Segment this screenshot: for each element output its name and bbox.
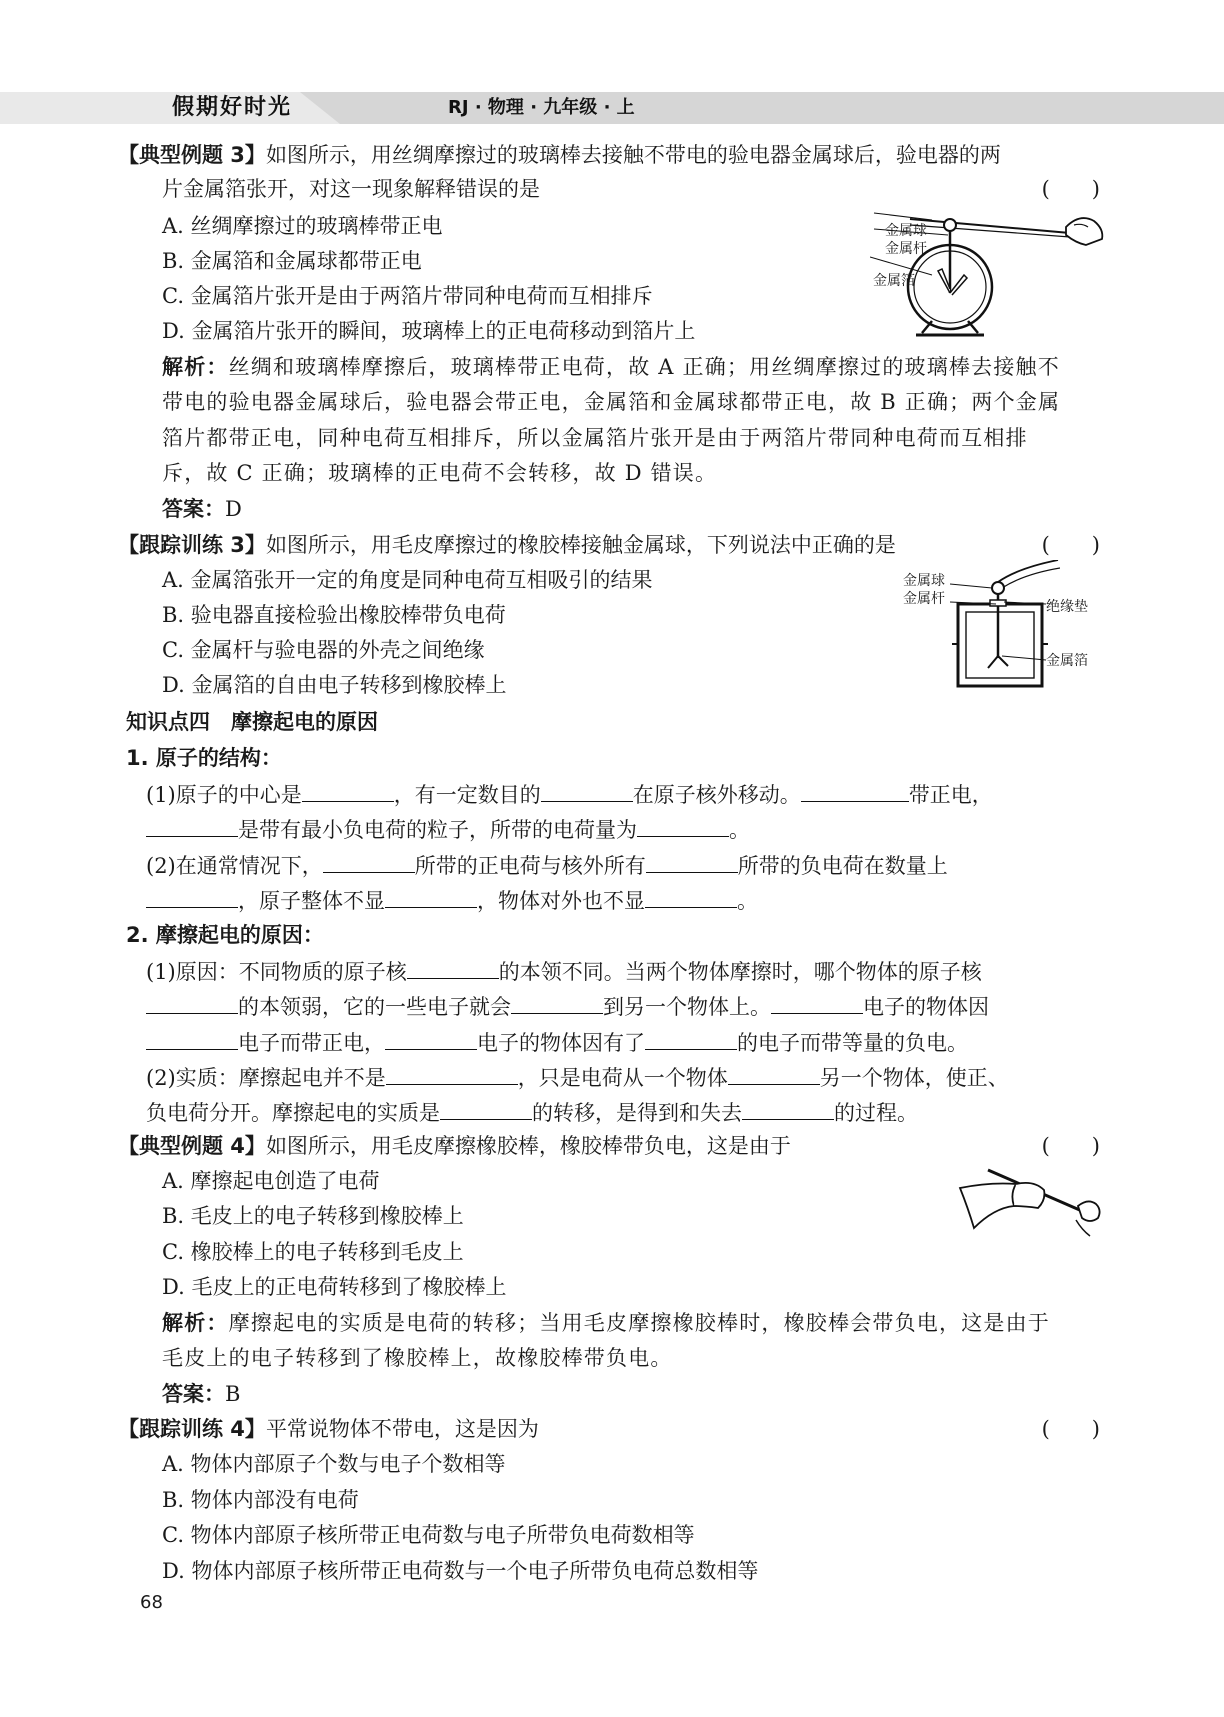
tr3-fig-label-rod: 金属杆 [903, 591, 945, 607]
tr3-option-a: A. 金属箔张开一定的角度是同种电荷互相吸引的结果 [162, 568, 653, 592]
ex4-option-b: B. 毛皮上的电子转移到橡胶棒上 [162, 1204, 464, 1228]
ex3-tag: 【典型例题 3】 [118, 143, 266, 167]
ex3-answer: 答案：D [162, 497, 242, 521]
tr3-option-b: B. 验电器直接检验出橡胶棒带负电荷 [162, 603, 506, 627]
tr3-answer-paren: ( ) [1041, 533, 1100, 557]
ex4-option-a: A. 摩擦起电创造了电荷 [162, 1169, 380, 1193]
ex3-fig-label-foil: 金属箔 [873, 273, 915, 289]
tr3-fig-label-ball: 金属球 [903, 573, 945, 589]
ex4-answer: 答案：B [162, 1382, 241, 1406]
kp4-s2b: 的本领弱，它的一些电子就会 到另一个物体上。 电子的物体因 [146, 991, 989, 1021]
ex3-question-line2: 片金属箔张开，对这一现象解释错误的是 [162, 177, 540, 201]
ex3-answer-paren: ( ) [1041, 177, 1100, 201]
ex4-option-c: C. 橡胶棒上的电子转移到毛皮上 [162, 1240, 464, 1264]
kp4-s2c: 电子而带正电， 电子的物体因有了 的电子而带等量的负电。 [146, 1027, 968, 1057]
kp4-s2d: (2)实质：摩擦起电并不是 ，只是电荷从一个物体 另一个物体，使正、 [146, 1062, 1009, 1092]
tr3-fig-label-foil: 金属箔 [1046, 653, 1088, 669]
tr3-option-d: D. 金属箔的自由电子转移到橡胶棒上 [162, 673, 507, 697]
ex3-fig-label-rod: 金属杆 [885, 241, 927, 257]
kp4-s1c: (2)在通常情况下， 所带的正电荷与核外所有 所带的负电荷在数量上 [146, 850, 948, 880]
ex4-analysis-line1: 解析：摩擦起电的实质是电荷的转移；当用毛皮摩擦橡胶棒时，橡胶棒会带负电，这是由于 [162, 1311, 1051, 1335]
kp4-s2e: 负电荷分开。摩擦起电的实质是 的转移，是得到和失去 的过程。 [146, 1097, 918, 1127]
kp4-s1a: (1)原子的中心是 ，有一定数目的 在原子核外移动。 带正电， [146, 779, 993, 809]
tr3-option-c: C. 金属杆与验电器的外壳之间绝缘 [162, 638, 485, 662]
ex3-analysis-line3: 箔片都带正电，同种电荷互相排斥，所以金属箔片张开是由于两箔片带同种电荷而互相排 [162, 426, 1028, 450]
tr4-option-b: B. 物体内部没有电荷 [162, 1488, 359, 1512]
kp4-s1-heading: 1. 原子的结构： [126, 746, 282, 770]
ex3-analysis-line2: 带电的验电器金属球后，验电器会带正电，金属箔和金属球都带正电，故 B 正确；两个金属 [162, 390, 1061, 414]
ex4-answer-paren: ( ) [1041, 1134, 1100, 1158]
tr4-option-a: A. 物体内部原子个数与电子个数相等 [162, 1452, 506, 1476]
tr3-fig-leader-lines [950, 580, 1050, 670]
tr3-question: 【跟踪训练 3】如图所示，用毛皮摩擦过的橡胶棒接触金属球，下列说法中正确的是 [118, 533, 896, 557]
kp4-s2a: (1)原因：不同物质的原子核 的本领不同。当两个物体摩擦时，哪个物体的原子核 [146, 956, 982, 986]
ex3-option-c: C. 金属箔片张开是由于两箔片带同种电荷而互相排斥 [162, 284, 653, 308]
ex3-option-d: D. 金属箔片张开的瞬间，玻璃棒上的正电荷移动到箔片上 [162, 319, 696, 343]
ex4-fur-rod-figure [958, 1160, 1103, 1240]
ex3-fig-label-ball: 金属球 [885, 223, 927, 239]
kp4-s1b: 是带有最小负电荷的粒子，所带的电荷量为 。 [146, 814, 750, 844]
tr4-question: 【跟踪训练 4】平常说物体不带电，这是因为 [118, 1417, 539, 1441]
ex4-question: 【典型例题 4】如图所示，用毛皮摩擦橡胶棒，橡胶棒带负电，这是由于 [118, 1134, 791, 1158]
kp4-title: 知识点四 摩擦起电的原因 [126, 710, 378, 734]
header-subtitle: RJ · 物理 · 九年级 · 上 [448, 97, 635, 118]
ex4-option-d: D. 毛皮上的正电荷转移到了橡胶棒上 [162, 1275, 507, 1299]
ex3-analysis-line1: 解析：丝绸和玻璃棒摩擦后，玻璃棒带正电荷，故 A 正确；用丝绸摩擦过的玻璃棒去接触不 [162, 355, 1060, 379]
header-title: 假期好时光 [172, 95, 293, 120]
kp4-s1d: ，原子整体不显 ，物体对外也不显 。 [146, 885, 758, 915]
ex3-option-b: B. 金属箔和金属球都带正电 [162, 249, 422, 273]
tr4-option-d: D. 物体内部原子核所带正电荷数与一个电子所带负电荷总数相等 [162, 1559, 759, 1583]
ex3-analysis-line4: 斥，故 C 正确；玻璃棒的正电荷不会转移，故 D 错误。 [162, 461, 718, 485]
tr3-fig-label-pad: 绝缘垫 [1046, 599, 1088, 615]
page-number: 68 [140, 1592, 163, 1613]
tr4-option-c: C. 物体内部原子核所带正电荷数与电子所带负电荷数相等 [162, 1523, 695, 1547]
kp4-s2-heading: 2. 摩擦起电的原因： [126, 923, 324, 947]
ex3-question-line1: 【典型例题 3】如图所示，用丝绸摩擦过的玻璃棒去接触不带电的验电器金属球后，验电器的两 [118, 143, 1001, 167]
ex3-option-a: A. 丝绸摩擦过的玻璃棒带正电 [162, 214, 443, 238]
tr4-answer-paren: ( ) [1041, 1417, 1100, 1441]
ex4-analysis-line2: 毛皮上的电子转移到了橡胶棒上，故橡胶棒带负电。 [162, 1346, 673, 1370]
